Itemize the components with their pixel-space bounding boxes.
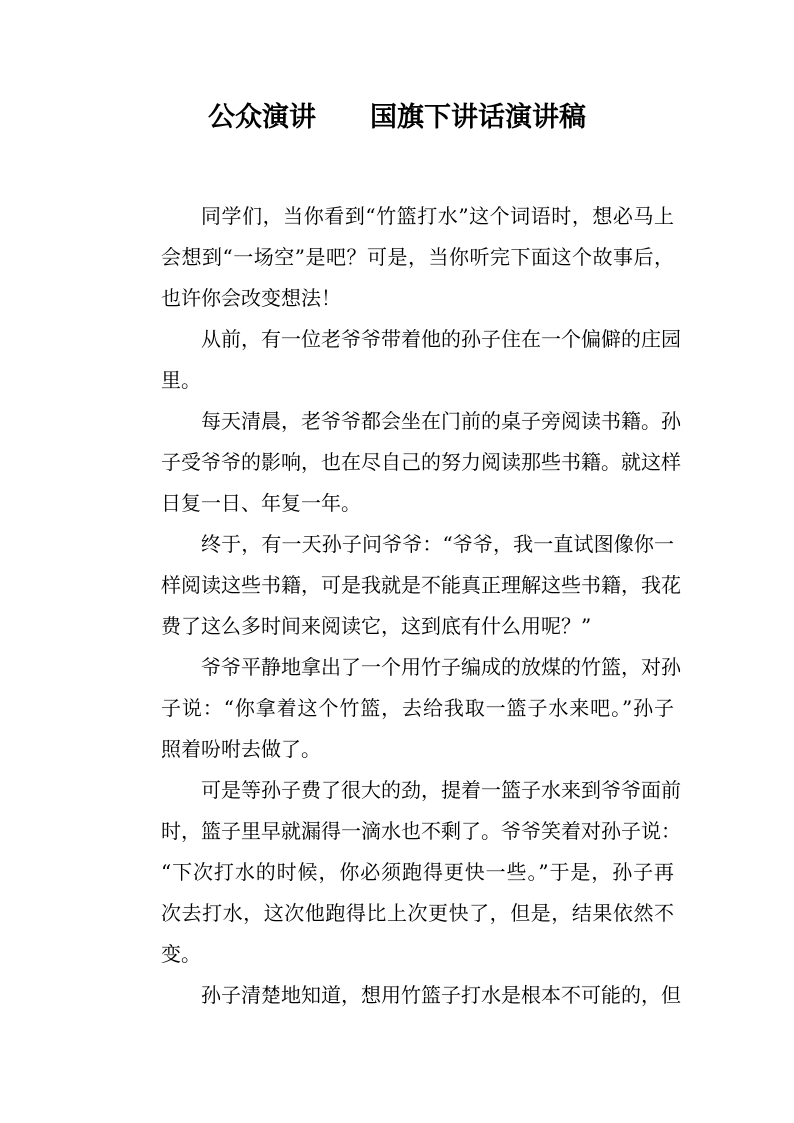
text-line: 子受爷爷的影响，也在尽自己的努力阅读那些书籍。就这样 (161, 450, 681, 474)
text-line: 子说：“你拿着这个竹篮，去给我取一篮子水来吧。”孙子 (161, 696, 674, 720)
text-line: “下次打水的时候，你必须跑得更快一些。”于是，孙子再 (161, 860, 674, 884)
paragraph (121, 196, 674, 319)
document-title: 公众演讲 国旗下讲话演讲稿 (208, 102, 586, 133)
document-body (121, 196, 681, 1016)
text-line: 爷爷平静地拿出了一个用竹子编成的放煤的竹篮，对孙 (201, 655, 681, 679)
text-line: 变。 (161, 942, 201, 966)
text-line: 日复一日、年复一年。 (161, 491, 361, 515)
paragraph (121, 524, 681, 647)
text-line: 照着吩咐去做了。 (161, 737, 321, 761)
text-line: 样阅读这些书籍，可是我就是不能真正理解这些书籍，我花 (161, 573, 681, 597)
text-line: 次去打水，这次他跑得比上次更快了，但是，结果依然不 (161, 901, 674, 925)
paragraph (121, 319, 681, 401)
text-line: 孙子清楚地知道，想用竹篮子打水是根本不可能的，但 (201, 983, 681, 1007)
paragraph (121, 401, 681, 524)
text-line: 也许你会改变想法！ (161, 286, 341, 310)
text-line: 可是等孙子费了很大的劲，提着一篮子水来到爷爷面前 (201, 778, 681, 802)
text-line: 同学们，当你看到“竹篮打水”这个词语时，想必马上 (201, 204, 674, 228)
text-line: 费了这么多时间来阅读它，这到底有什么用呢？” (161, 614, 592, 638)
text-line: 会想到“一场空”是吧？可是，当你听完下面这个故事后， (161, 245, 674, 269)
paragraph (121, 770, 681, 975)
text-line: 每天清晨，老爷爷都会坐在门前的桌子旁阅读书籍。孙 (201, 409, 681, 433)
paragraph (121, 975, 681, 1016)
text-line: 时，篮子里早就漏得一滴水也不剩了。爷爷笑着对孙子说： (161, 819, 681, 843)
text-line: 里。 (161, 368, 201, 392)
paragraph (121, 647, 681, 770)
text-line: 从前，有一位老爷爷带着他的孙子住在一个偏僻的庄园 (201, 327, 681, 351)
text-line: 终于，有一天孙子问爷爷：“爷爷，我一直试图像你一 (201, 532, 674, 556)
